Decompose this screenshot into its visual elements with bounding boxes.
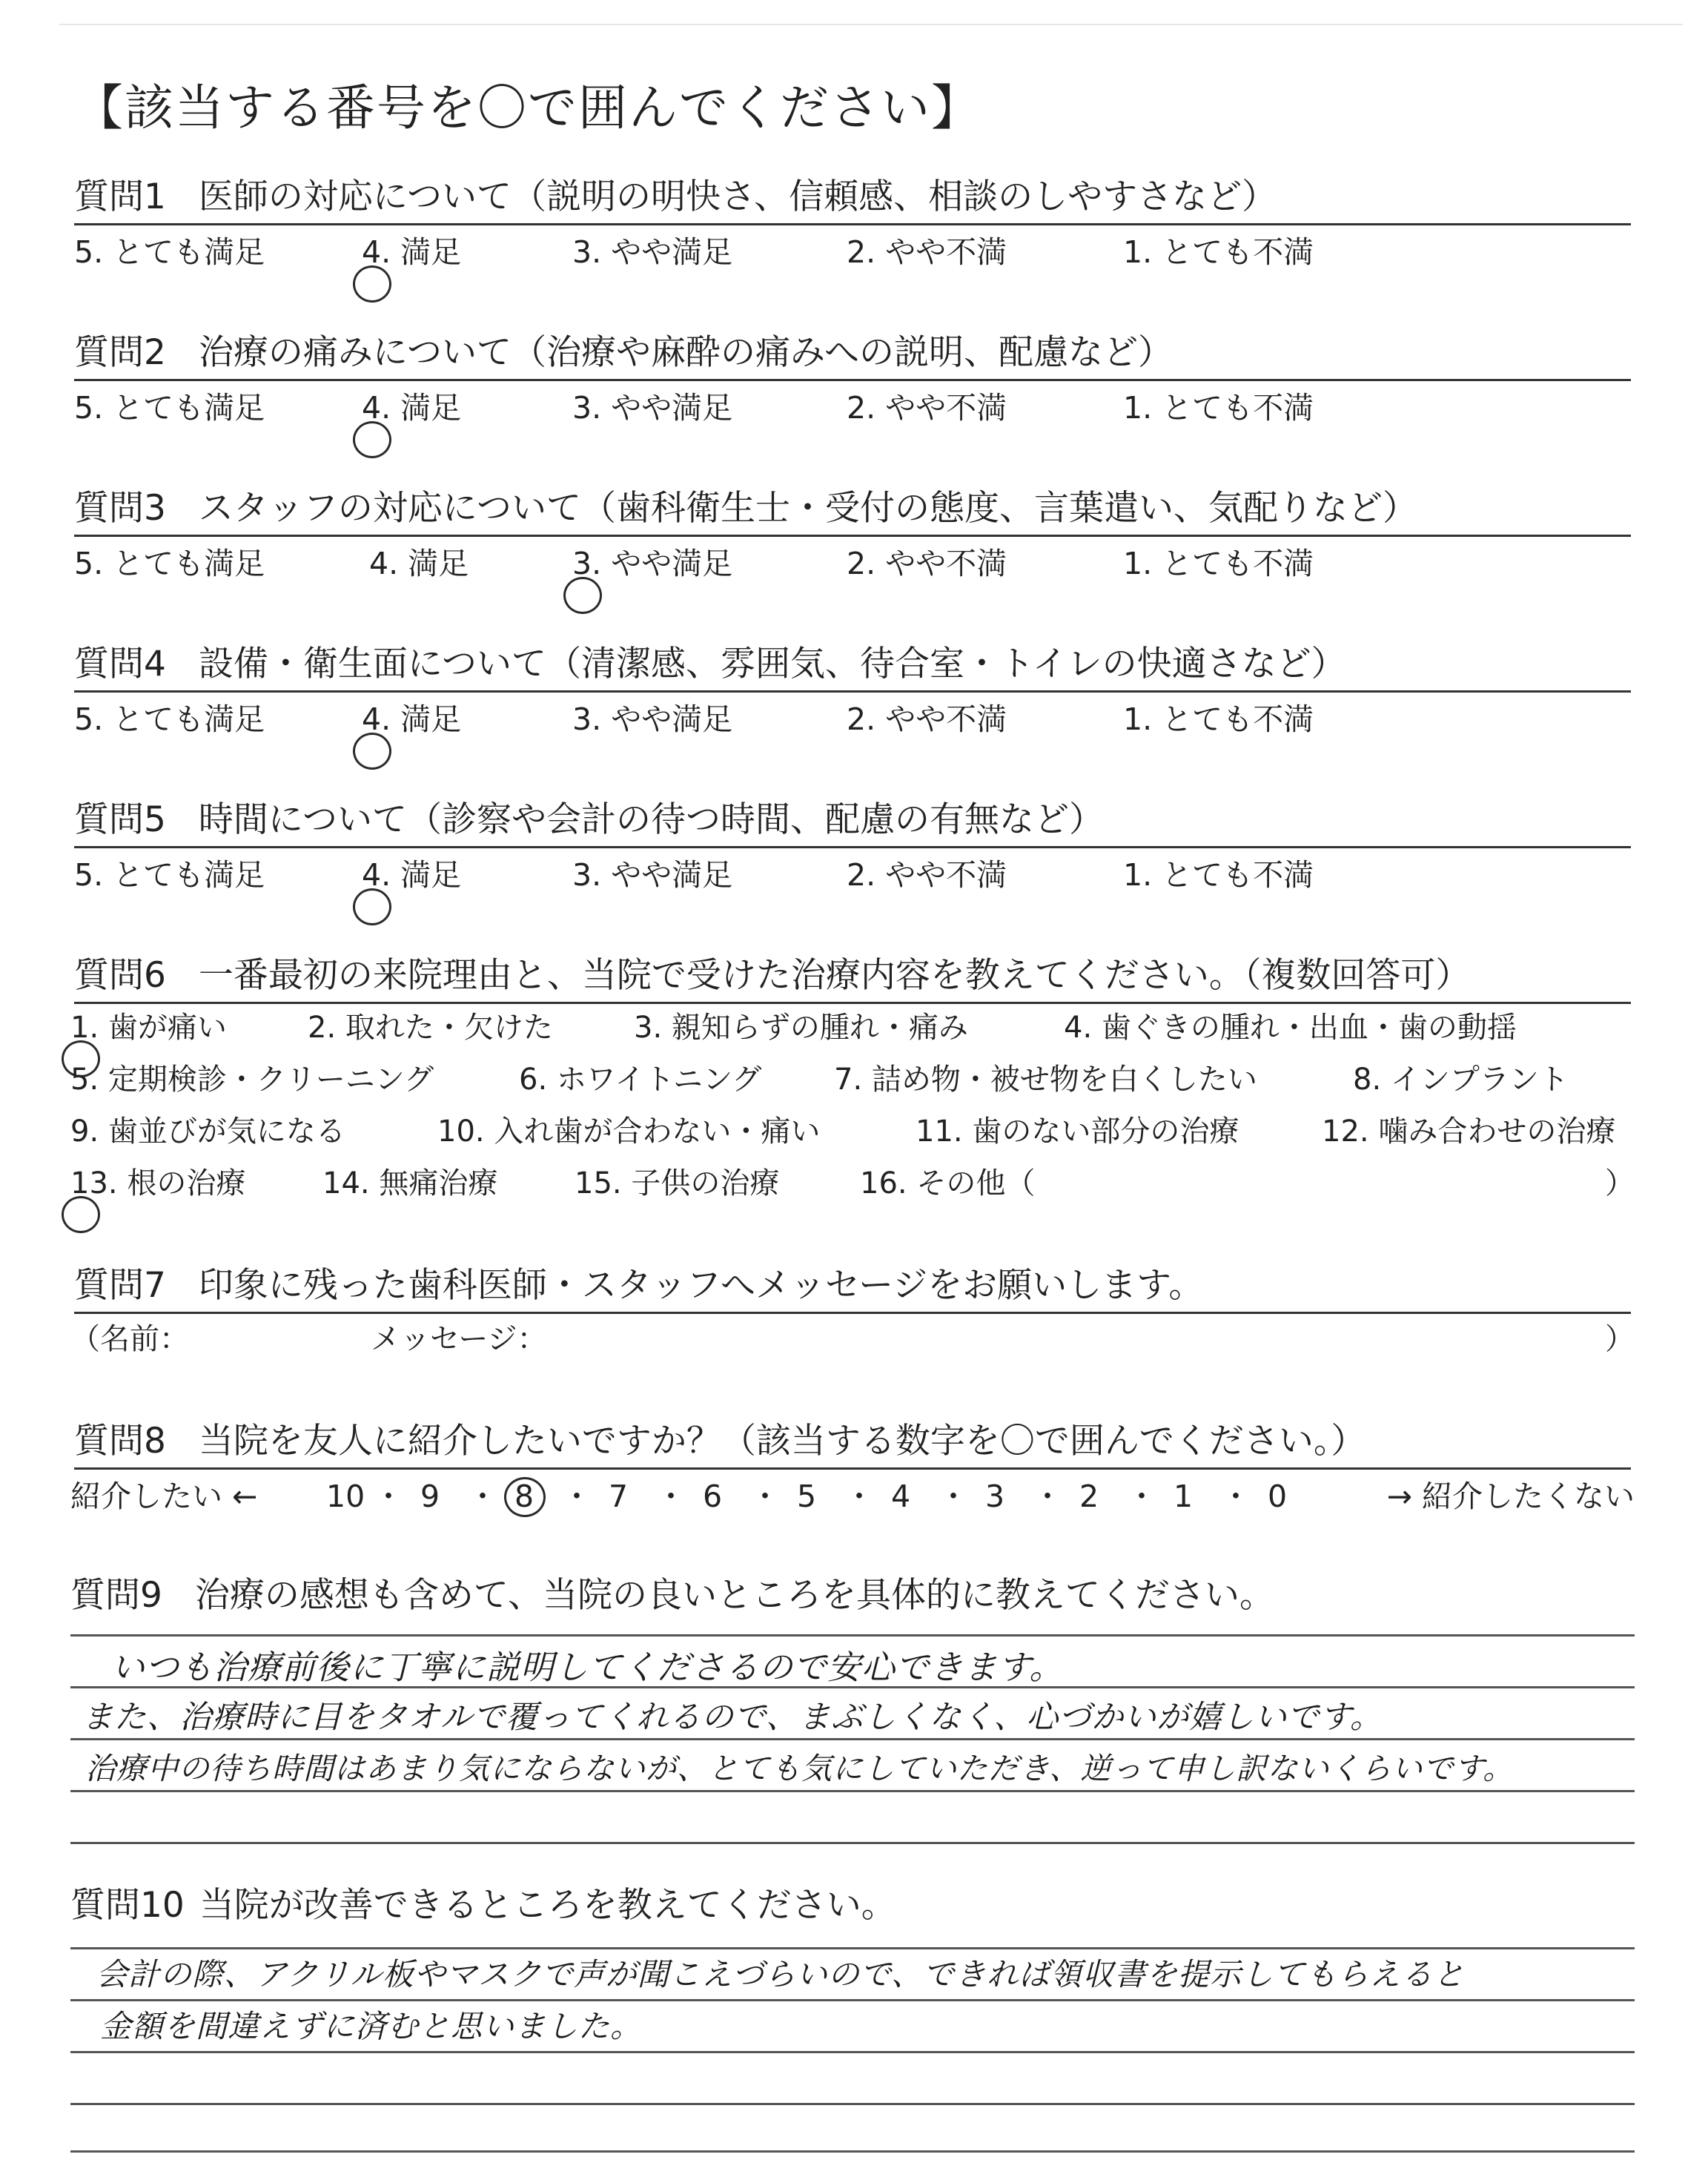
question-number: 質問4: [74, 644, 166, 684]
rating-option-2[interactable]: 2. やや不満: [847, 546, 1007, 581]
question-6-row-1: [70, 1005, 1635, 1050]
scale-separator: ・: [1126, 1479, 1157, 1514]
question-number: 質問6: [74, 955, 166, 996]
selected-circle-mark: [353, 421, 391, 458]
question-number: 質問5: [74, 799, 166, 840]
answer-line: [70, 2051, 1635, 2053]
question-2-options: [74, 386, 1631, 430]
selected-circle-mark: [563, 577, 602, 614]
question-number: 質問7: [74, 1265, 166, 1306]
rating-option-3[interactable]: 3. やや満足: [572, 857, 733, 893]
rating-option-3[interactable]: 3. やや満足: [572, 541, 732, 586]
answer-line: [70, 1738, 1635, 1740]
scale-separator: ・: [561, 1479, 592, 1514]
scale-separator: ・: [749, 1479, 781, 1514]
question-text: 当院が改善できるところを教えてください。: [199, 1885, 896, 1926]
scale-separator: ・: [467, 1479, 498, 1514]
question-4-options: [74, 697, 1631, 742]
question-9-title: [70, 1573, 1274, 1618]
handwritten-answer-line: 治療中の待ち時間はあまり気にならないが、とても気にしていただき、逆って申し訳ないくらいです。: [85, 1751, 1515, 1786]
scale-value-3[interactable]: 3: [985, 1479, 1005, 1514]
treatment-option-6[interactable]: 6. ホワイトニング: [519, 1063, 762, 1097]
rating-option-5[interactable]: 5. とても満足: [74, 546, 265, 581]
question-4-title: [74, 639, 1631, 693]
question-number: 質問3: [74, 488, 166, 529]
question-text: スタッフの対応について（歯科衛生士・受付の態度、言葉遣い、気配りなど）: [198, 488, 1417, 529]
selected-circle-mark: [504, 1477, 546, 1517]
answer-line: [70, 1947, 1635, 1949]
message-field-label[interactable]: メッセージ：: [371, 1322, 547, 1356]
rating-option-1[interactable]: 1. とても不満: [1123, 546, 1314, 581]
rating-option-4[interactable]: 4. 満足: [369, 546, 469, 581]
scale-separator: ・: [938, 1479, 969, 1514]
question-8-title: [74, 1416, 1631, 1470]
rating-option-2[interactable]: 2. やや不満: [847, 857, 1007, 893]
selected-circle-mark: [353, 265, 391, 303]
selected-circle-mark: [353, 888, 391, 925]
rating-option-2[interactable]: 2. やや不満: [847, 234, 1007, 270]
answer-line: [70, 2103, 1635, 2105]
rating-option-4[interactable]: 4. 満足: [362, 853, 461, 897]
rating-option-1[interactable]: 1. とても不満: [1123, 234, 1314, 270]
scale-value-5[interactable]: 5: [797, 1479, 817, 1514]
scale-left-label: 紹介したい ←: [70, 1479, 258, 1514]
top-divider: [59, 24, 1683, 25]
treatment-option-13[interactable]: 13. 根の治療: [70, 1161, 245, 1206]
treatment-option-7[interactable]: 7. 詰め物・被せ物を白くしたい: [834, 1063, 1257, 1097]
question-3-options: [74, 541, 1631, 586]
question-text: 医師の対応について（説明の明快さ、信頼感、相談のしやすさなど）: [198, 176, 1277, 217]
scale-separator: ・: [373, 1479, 404, 1514]
handwritten-answer-line: また、治療時に目をタオルで覆ってくれるので、まぶしくなく、心づかいが嬉しいです。: [82, 1699, 1383, 1736]
handwritten-answer-line: 金額を間違えずに済むと思いました。: [100, 2008, 643, 2044]
rating-option-1[interactable]: 1. とても不満: [1123, 857, 1314, 893]
question-number: 質問9: [70, 1575, 162, 1616]
rating-option-2[interactable]: 2. やや不満: [847, 701, 1007, 737]
rating-option-3[interactable]: 3. やや満足: [572, 390, 733, 426]
question-3-title: [74, 483, 1631, 537]
rating-option-1[interactable]: 1. とても不満: [1123, 701, 1314, 737]
scale-value-9[interactable]: 9: [420, 1479, 440, 1514]
scale-value-7[interactable]: 7: [609, 1479, 629, 1514]
other-close-paren: ）: [1605, 1166, 1635, 1200]
scale-right-label: → 紹介したくない: [1386, 1479, 1635, 1514]
treatment-option-10[interactable]: 10. 入れ歯が合わない・痛い: [437, 1114, 821, 1149]
scale-value-0[interactable]: 0: [1268, 1479, 1288, 1514]
rating-option-5[interactable]: 5. とても満足: [74, 234, 265, 270]
question-1-title: [74, 172, 1631, 225]
question-6-title: [74, 951, 1631, 1004]
question-7-fields: [70, 1317, 1635, 1361]
scale-value-8[interactable]: 8: [514, 1473, 534, 1520]
treatment-option-12[interactable]: 12. 噛み合わせの治療: [1322, 1114, 1616, 1149]
rating-option-4[interactable]: 4. 満足: [362, 386, 461, 430]
scale-value-2[interactable]: 2: [1079, 1479, 1099, 1514]
question-6-row-3: [70, 1109, 1635, 1154]
treatment-option-9[interactable]: 9. 歯並びが気になる: [70, 1114, 345, 1149]
question-text: 治療の感想も含めて、当院の良いところを具体的に教えてください。: [194, 1575, 1274, 1616]
rating-option-5[interactable]: 5. とても満足: [74, 857, 265, 893]
name-field-label[interactable]: （名前：: [70, 1322, 189, 1356]
handwritten-answer-line: 会計の際、アクリル板やマスクで声が聞こえづらいので、できれば領収書を提示してもらえると: [96, 1956, 1466, 1992]
treatment-option-3[interactable]: 3. 親知らずの腫れ・痛み: [634, 1011, 968, 1045]
question-number: 質問10: [70, 1885, 185, 1926]
page-heading: 【該当する番号を〇で囲んでください】: [74, 79, 982, 136]
rating-option-3[interactable]: 3. やや満足: [572, 701, 733, 737]
scale-separator: ・: [844, 1479, 875, 1514]
answer-line: [70, 1634, 1635, 1636]
selected-circle-mark: [62, 1196, 100, 1233]
question-5-title: [74, 795, 1631, 848]
answer-line: [70, 1790, 1635, 1792]
scale-separator: ・: [1220, 1479, 1251, 1514]
rating-option-4[interactable]: 4. 満足: [362, 230, 461, 274]
treatment-option-1[interactable]: 1. 歯が痛い: [70, 1005, 227, 1050]
scale-value-4[interactable]: 4: [891, 1479, 911, 1514]
rating-option-3[interactable]: 3. やや満足: [572, 234, 733, 270]
question-6-row-4: [70, 1161, 1635, 1206]
handwritten-answer-line: いつも治療前後に丁寧に説明してくださるので安心できます。: [111, 1648, 1064, 1687]
treatment-option-16[interactable]: 16. その他（: [860, 1166, 1036, 1200]
question-2-title: [74, 328, 1631, 381]
question-10-title: [70, 1883, 896, 1928]
scale-value-1[interactable]: 1: [1174, 1479, 1194, 1514]
question-number: 質問1: [74, 176, 166, 217]
rating-option-2[interactable]: 2. やや不満: [847, 390, 1007, 426]
treatment-option-2[interactable]: 2. 取れた・欠けた: [308, 1011, 553, 1045]
question-text: 治療の痛みについて（治療や麻酔の痛みへの説明、配慮など）: [198, 332, 1174, 373]
answer-line: [70, 1842, 1635, 1844]
treatment-option-15[interactable]: 15. 子供の治療: [575, 1166, 780, 1200]
treatment-option-14[interactable]: 14. 無痛治療: [322, 1166, 498, 1200]
rating-option-5[interactable]: 5. とても満足: [74, 701, 265, 737]
question-text: 時間について（診察や会計の待つ時間、配慮の有無など）: [198, 799, 1104, 840]
question-text: 設備・衛生面について（清潔感、雰囲気、待合室・トイレの快適さなど）: [198, 644, 1346, 684]
answer-line: [70, 1999, 1635, 2001]
question-number: 質問2: [74, 332, 166, 373]
treatment-option-4[interactable]: 4. 歯ぐきの腫れ・出血・歯の動揺: [1064, 1011, 1517, 1045]
scale-separator: ・: [1032, 1479, 1063, 1514]
treatment-option-5[interactable]: 5. 定期検診・クリーニング: [70, 1063, 434, 1097]
scale-value-10[interactable]: 10: [326, 1479, 365, 1514]
question-text: 印象に残った歯科医師・スタッフへメッセージをお願いします。: [198, 1265, 1204, 1306]
answer-line: [70, 2150, 1635, 2153]
question-7-title: [74, 1261, 1631, 1314]
question-1-options: [74, 230, 1631, 274]
recommend-scale: [70, 1473, 1635, 1520]
treatment-option-11[interactable]: 11. 歯のない部分の治療: [916, 1114, 1239, 1149]
rating-option-5[interactable]: 5. とても満足: [74, 390, 265, 426]
question-5-options: [74, 853, 1631, 897]
question-number: 質問8: [74, 1421, 166, 1462]
rating-option-1[interactable]: 1. とても不満: [1123, 390, 1314, 426]
question-text: 一番最初の来院理由と、当院で受けた治療内容を教えてください。（複数回答可）: [198, 955, 1471, 996]
scale-separator: ・: [655, 1479, 686, 1514]
treatment-option-8[interactable]: 8. インプラント: [1353, 1063, 1569, 1097]
rating-option-4[interactable]: 4. 満足: [362, 697, 461, 742]
message-close-paren: ）: [1605, 1322, 1635, 1356]
scale-value-6[interactable]: 6: [703, 1479, 723, 1514]
question-6-row-2: [70, 1057, 1635, 1102]
question-text: 当院を友人に紹介したいですか？（該当する数字を〇で囲んでください。）: [198, 1421, 1366, 1462]
selected-circle-mark: [353, 733, 391, 770]
